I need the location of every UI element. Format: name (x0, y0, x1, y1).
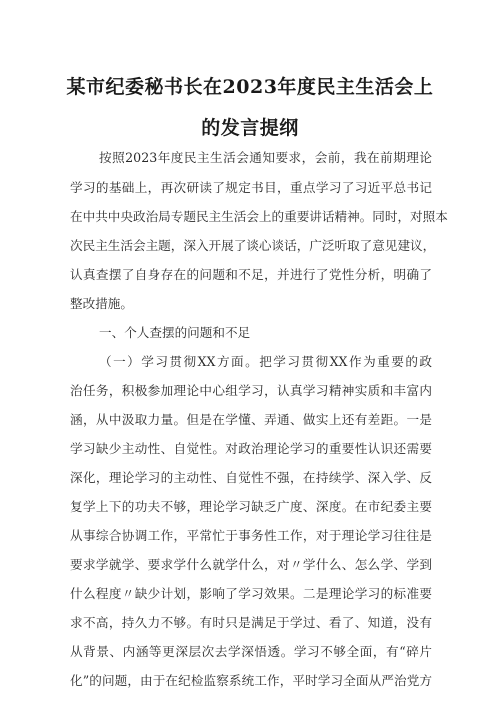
paragraph-line: 求不高，持久力不够。有时只是满足于学过、看了、知道，没有 (70, 615, 432, 630)
section-heading: 一、个人查摆的问题和不足 (99, 325, 251, 340)
paragraph-line: 从背景、内涵等更深层次去学深悟透。学习不够全面，有“碎片 (70, 644, 432, 659)
paragraph-line: 什么程度〃缺少计划，影响了学习效果。二是理论学习的标准要 (70, 586, 432, 601)
paragraph-line: 认真查摆了自身存在的问题和不足，并进行了党性分析，明确了 (70, 267, 432, 282)
paragraph-line: 复学上下的功夫不够，理论学习缺乏广度、深度。在市纪委主要 (70, 499, 432, 514)
paragraph-line: （一）学习贯彻XX方面。把学习贯彻XX作为重要的政 (99, 354, 432, 369)
paragraph-line: 在中共中央政治局专题民主生活会上的重要讲话精神。同时，对照本 (70, 209, 448, 224)
paragraph-line: 按照2023年度民主生活会通知要求，会前，我在前期理论 (99, 150, 432, 165)
document-title-line-1: 某市纪委秘书长在2023年度民主生活会上 (66, 76, 434, 98)
document-title-line-2: 的发言提纲 (201, 117, 299, 139)
paragraph-line: 从事综合协调工作，平常忙于事务性工作，对于理论学习往往是 (70, 528, 432, 543)
paragraph-line: 涵，从中汲取力量。但是在学懂、弄通、做实上还有差距。一是 (70, 412, 432, 427)
paragraph-line: 要求学就学、要求学什么就学什么，对〃学什么、怎么学、学到 (70, 557, 432, 572)
paragraph-line: 次民主生活会主题，深入开展了谈心谈话，广泛听取了意见建议， (70, 238, 436, 253)
paragraph-line: 学习的基础上，再次研读了规定书目，重点学习了习近平总书记 (70, 180, 432, 195)
paragraph-line: 化”的问题，由于在纪检监察系统工作，平时学习全面从严治党方 (70, 673, 432, 688)
paragraph-line: 学习缺少主动性、自觉性。对政治理论学习的重要性认识还需要 (70, 441, 432, 456)
paragraph-line: 治任务，积极参加理论中心组学习，认真学习精神实质和丰富内 (70, 383, 432, 398)
paragraph-line: 整改措施。 (70, 296, 133, 311)
paragraph-line: 深化，理论学习的主动性、自觉性不强，在持续学、深入学、反 (70, 470, 432, 485)
